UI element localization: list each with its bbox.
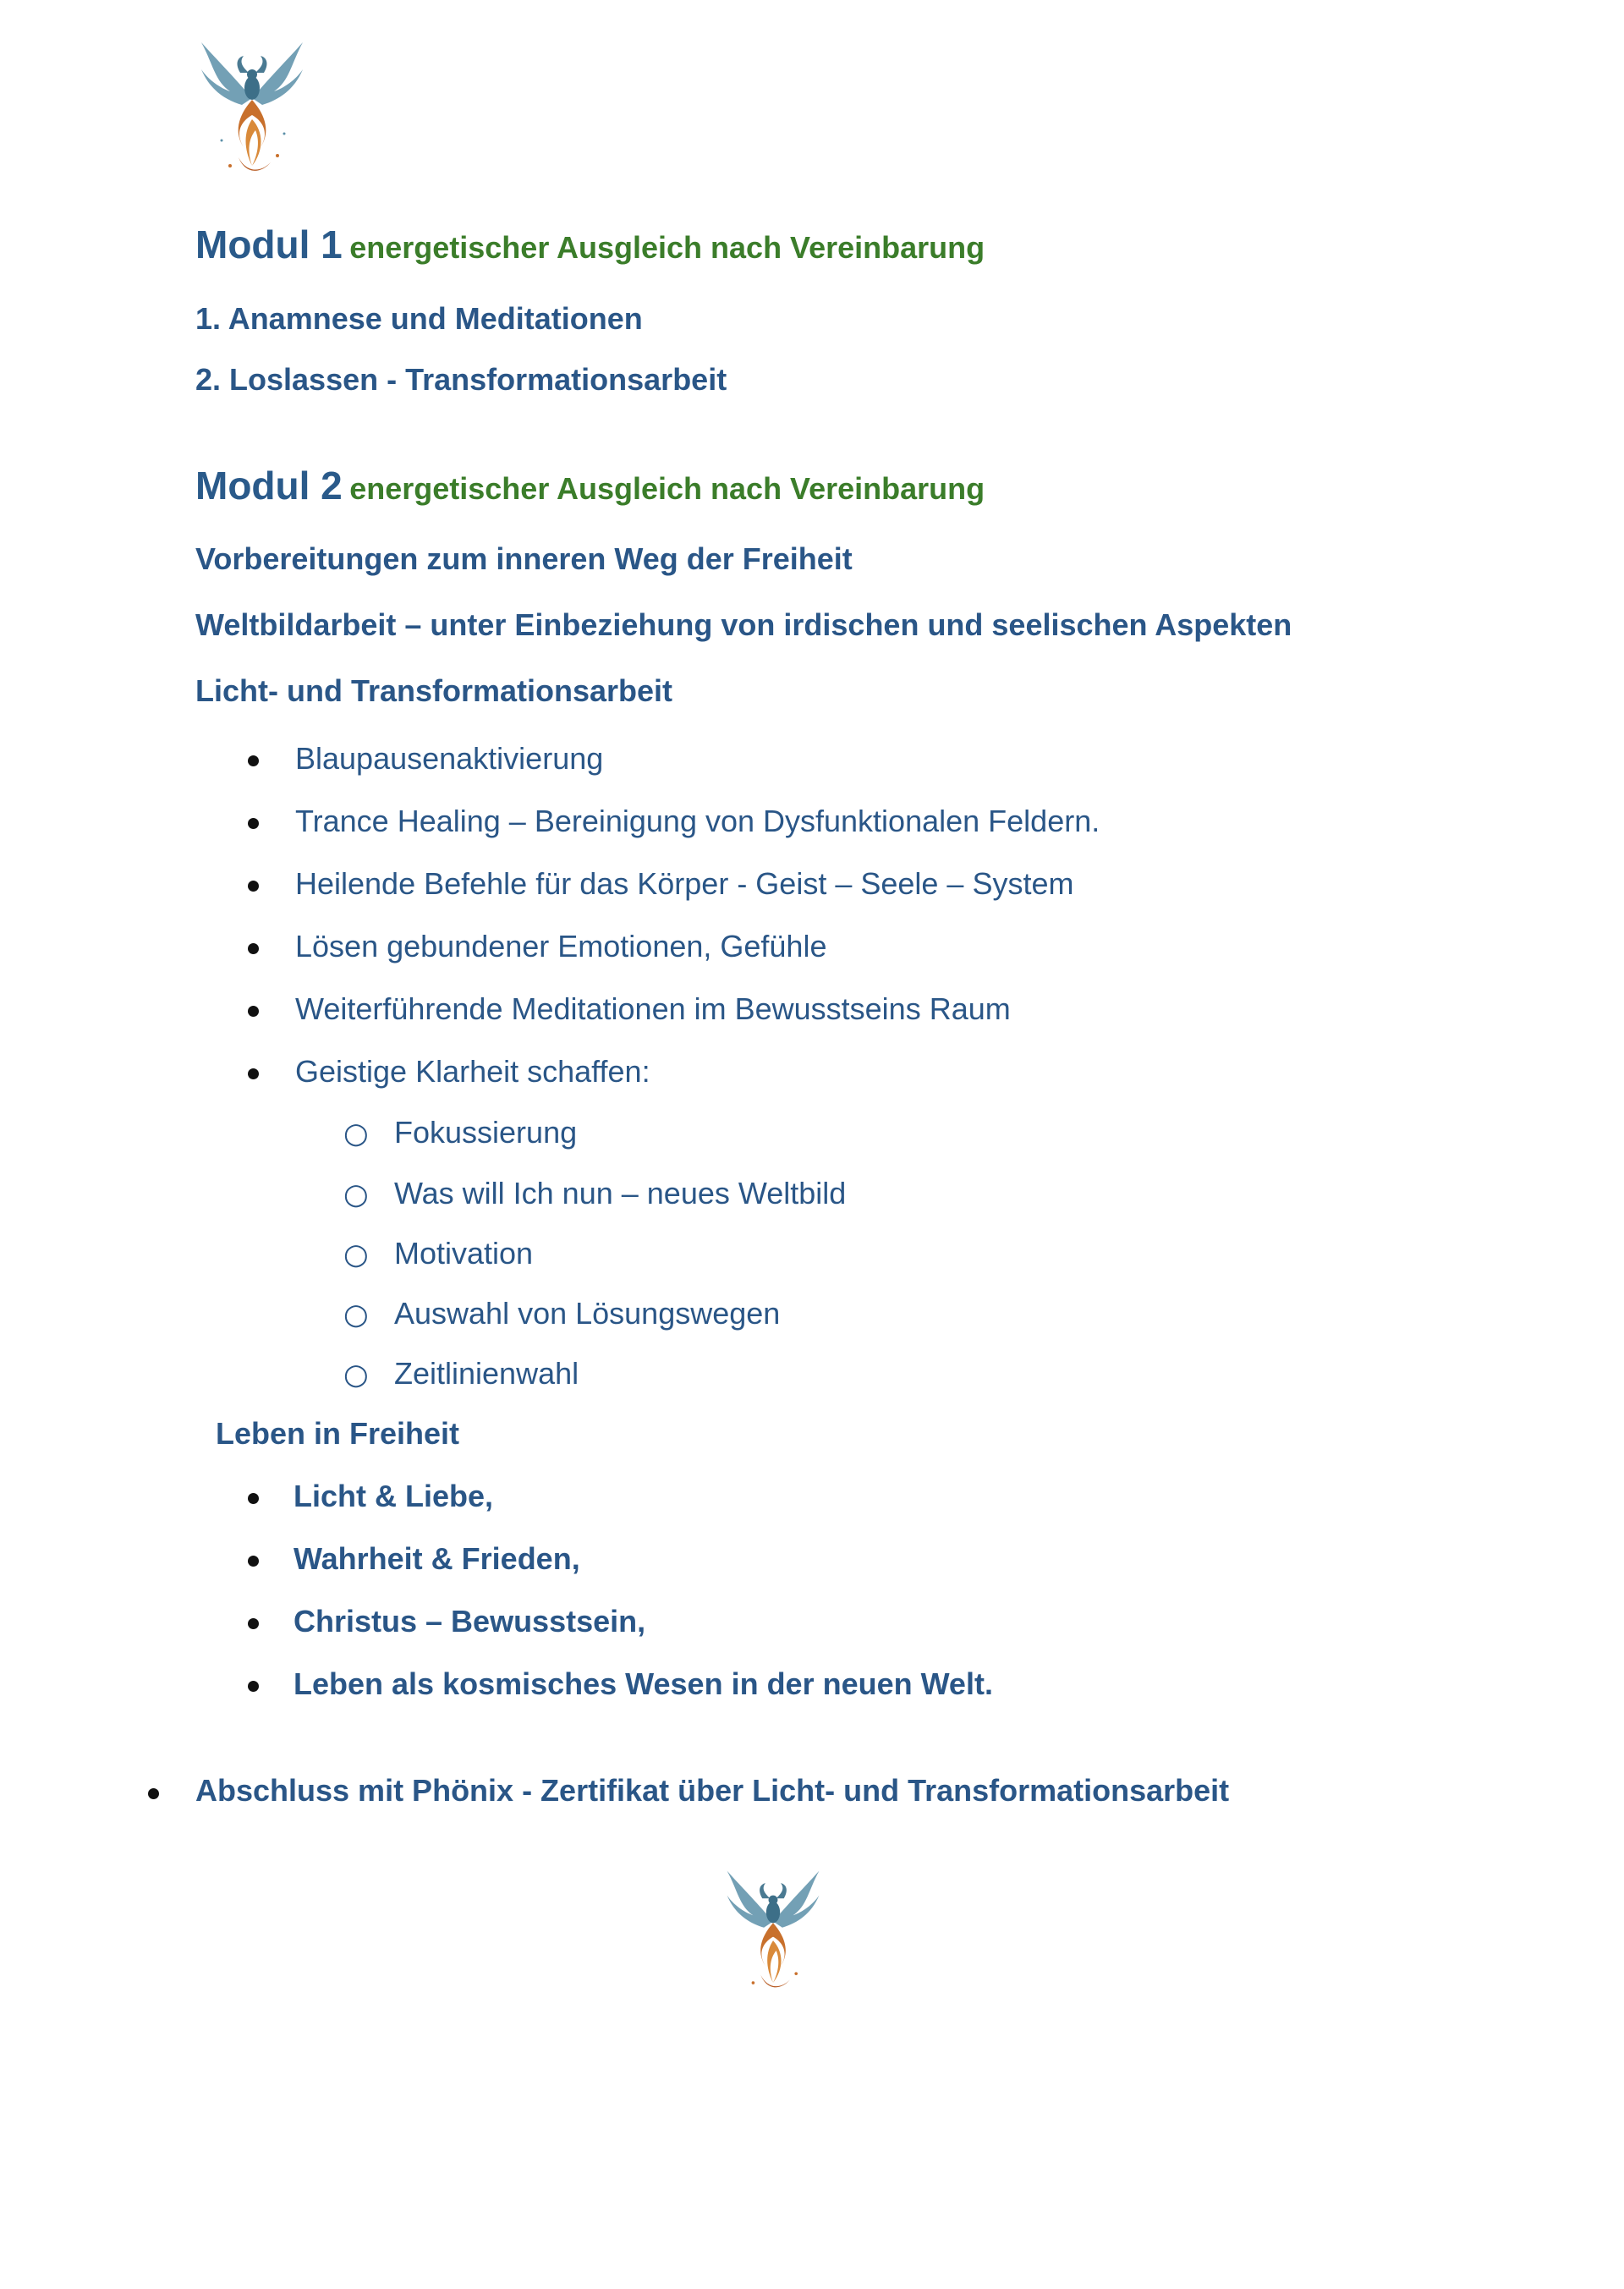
list-item: Blaupausenaktivierung — [295, 741, 604, 776]
bullet-icon — [248, 1006, 259, 1017]
circle-bullet-icon: ○ — [343, 1177, 369, 1211]
bullet-icon — [248, 1068, 259, 1079]
sub-list-item: Was will Ich nun – neues Weltbild — [394, 1176, 847, 1210]
leben-heading: Leben in Freiheit — [216, 1416, 460, 1451]
sub-list-item: Motivation — [394, 1236, 534, 1271]
modul2-header — [195, 463, 985, 508]
modul1-item-2: 2. Loslassen - Transformationsarbeit — [195, 362, 727, 397]
modul1-title: Modul 1 — [195, 222, 343, 266]
bullet-icon — [248, 1556, 259, 1567]
bullet-icon — [248, 1493, 259, 1504]
modul1-subtitle: energetischer Ausgleich nach Vereinbarung — [349, 230, 985, 265]
sub-list-item: Zeitlinienwahl — [394, 1356, 579, 1391]
circle-bullet-icon: ○ — [343, 1298, 369, 1331]
bullet-icon — [148, 1788, 159, 1799]
list-item: Christus – Bewusstsein, — [294, 1604, 646, 1639]
list-item: Leben als kosmisches Wesen in der neuen Welt. — [294, 1666, 993, 1701]
bullet-icon — [248, 1618, 259, 1629]
modul1-item-1: 1. Anamnese und Meditationen — [195, 301, 643, 336]
modul2-title: Modul 2 — [195, 464, 343, 508]
list-item: Trance Healing – Bereinigung von Dysfunktionalen Feldern. — [295, 804, 1100, 838]
circle-bullet-icon: ○ — [343, 1117, 369, 1150]
abschluss-text: Abschluss mit Phönix - Zertifikat über Licht- und Transformationsarbeit — [195, 1773, 1230, 1808]
bullet-icon — [248, 818, 259, 829]
phoenix-logo-icon — [721, 1868, 826, 2000]
list-item: Lösen gebundener Emotionen, Gefühle — [295, 929, 827, 963]
modul1-header — [195, 222, 985, 267]
list-item: Wahrheit & Frieden, — [294, 1541, 580, 1576]
modul2-heading-2: Weltbildarbeit – unter Einbeziehung von irdischen und seelischen Aspekten — [195, 607, 1292, 642]
circle-bullet-icon: ○ — [343, 1358, 369, 1392]
circle-bullet-icon: ○ — [343, 1238, 369, 1271]
bullet-icon — [248, 1681, 259, 1692]
bullet-icon — [248, 755, 259, 766]
list-item: Heilende Befehle für das Körper - Geist – Seele – System — [295, 866, 1074, 901]
list-item: Licht & Liebe, — [294, 1479, 494, 1513]
list-item: Weiterführende Meditationen im Bewusstseins Raum — [295, 991, 1011, 1026]
phoenix-logo-icon — [196, 39, 308, 184]
sub-list-item: Fokussierung — [394, 1115, 578, 1150]
modul2-heading-1: Vorbereitungen zum inneren Weg der Freiheit — [195, 541, 853, 576]
list-item: Geistige Klarheit schaffen: — [295, 1054, 650, 1089]
bullet-icon — [248, 943, 259, 954]
modul2-heading-3: Licht- und Transformationsarbeit — [195, 673, 673, 708]
modul2-subtitle: energetischer Ausgleich nach Vereinbarung — [349, 471, 985, 506]
bullet-icon — [248, 881, 259, 892]
sub-list-item: Auswahl von Lösungswegen — [394, 1296, 781, 1331]
